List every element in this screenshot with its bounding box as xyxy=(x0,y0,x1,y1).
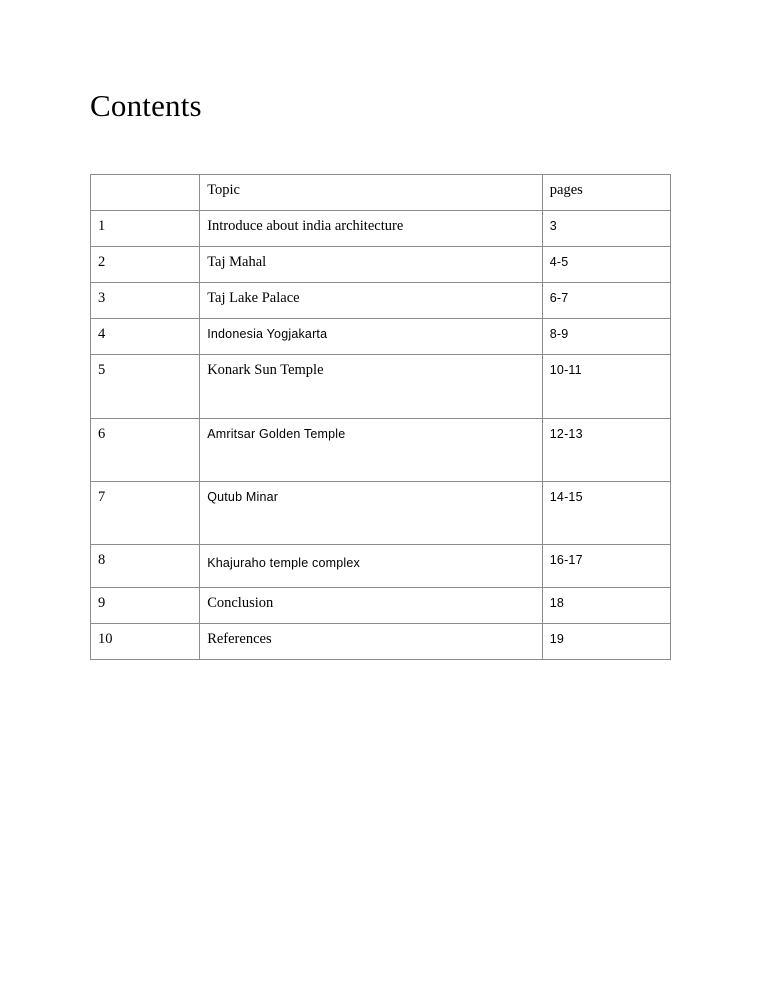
page-title: Contents xyxy=(90,88,202,123)
header-pages-cell xyxy=(542,175,670,211)
row-pages: 3 xyxy=(549,219,557,233)
row-pages-cell xyxy=(542,624,670,660)
header-number-label xyxy=(91,175,199,182)
row-topic-cell xyxy=(200,319,543,355)
row-number-cell xyxy=(91,247,200,283)
row-number-cell xyxy=(91,545,200,588)
header-number-cell xyxy=(91,175,200,211)
header-topic-cell xyxy=(200,175,543,211)
row-pages-cell xyxy=(542,588,670,624)
contents-table xyxy=(90,174,671,660)
table-row xyxy=(91,319,671,355)
row-number: 7 xyxy=(98,489,106,505)
row-number-cell xyxy=(91,588,200,624)
table-row xyxy=(91,211,671,247)
row-number: 1 xyxy=(98,218,106,234)
row-topic: Taj Lake Palace xyxy=(207,290,300,306)
row-pages-cell xyxy=(542,211,670,247)
row-pages: 12-13 xyxy=(549,427,583,441)
row-number-cell xyxy=(91,283,200,319)
row-pages: 4-5 xyxy=(549,255,569,269)
row-number: 10 xyxy=(98,631,113,647)
row-topic: References xyxy=(207,631,272,647)
table-header-row xyxy=(91,175,671,211)
row-topic-cell xyxy=(200,283,543,319)
header-topic-label: Topic xyxy=(207,182,240,198)
row-topic-cell xyxy=(200,247,543,283)
table-row xyxy=(91,482,671,545)
row-topic: Amritsar Golden Temple xyxy=(207,427,346,441)
row-number: 4 xyxy=(98,326,106,342)
table-row xyxy=(91,545,671,588)
row-pages: 10-11 xyxy=(549,363,582,377)
row-topic-cell xyxy=(200,588,543,624)
row-number: 8 xyxy=(98,552,106,568)
row-topic-cell xyxy=(200,624,543,660)
row-number-cell xyxy=(91,355,200,419)
row-topic: Introduce about india architecture xyxy=(207,218,404,234)
row-topic-cell xyxy=(200,211,543,247)
row-pages-cell xyxy=(542,319,670,355)
row-number: 9 xyxy=(98,595,106,611)
row-number: 6 xyxy=(98,426,106,442)
row-pages-cell xyxy=(542,545,670,588)
row-topic: Conclusion xyxy=(207,595,274,611)
row-pages-cell xyxy=(542,482,670,545)
row-number-cell xyxy=(91,419,200,482)
row-pages: 6-7 xyxy=(549,291,569,305)
row-topic: Qutub Minar xyxy=(207,490,279,504)
row-topic: Taj Mahal xyxy=(207,254,267,270)
table-row xyxy=(91,588,671,624)
row-topic-cell xyxy=(200,482,543,545)
table-row xyxy=(91,624,671,660)
table-row xyxy=(91,247,671,283)
row-topic-cell xyxy=(200,545,543,588)
table-row xyxy=(91,355,671,419)
row-topic: Indonesia Yogjakarta xyxy=(207,327,328,341)
row-topic: Khajuraho temple complex xyxy=(207,556,360,570)
row-topic-cell xyxy=(200,355,543,419)
row-pages: 14-15 xyxy=(549,490,583,504)
row-topic: Konark Sun Temple xyxy=(207,362,324,378)
row-number-cell xyxy=(91,319,200,355)
row-pages: 18 xyxy=(549,596,565,610)
row-number-cell xyxy=(91,211,200,247)
row-pages: 19 xyxy=(549,632,565,646)
header-pages-label: pages xyxy=(549,182,583,198)
row-number: 5 xyxy=(98,362,106,378)
row-pages-cell xyxy=(542,355,670,419)
table-row xyxy=(91,283,671,319)
row-pages-cell xyxy=(542,419,670,482)
table-row xyxy=(91,419,671,482)
row-number: 3 xyxy=(98,290,106,306)
row-pages: 8-9 xyxy=(549,327,569,341)
row-pages-cell xyxy=(542,247,670,283)
row-pages: 16-17 xyxy=(549,553,583,567)
row-topic-cell xyxy=(200,419,543,482)
row-number: 2 xyxy=(98,254,106,270)
row-pages-cell xyxy=(542,283,670,319)
row-number-cell xyxy=(91,624,200,660)
row-number-cell xyxy=(91,482,200,545)
